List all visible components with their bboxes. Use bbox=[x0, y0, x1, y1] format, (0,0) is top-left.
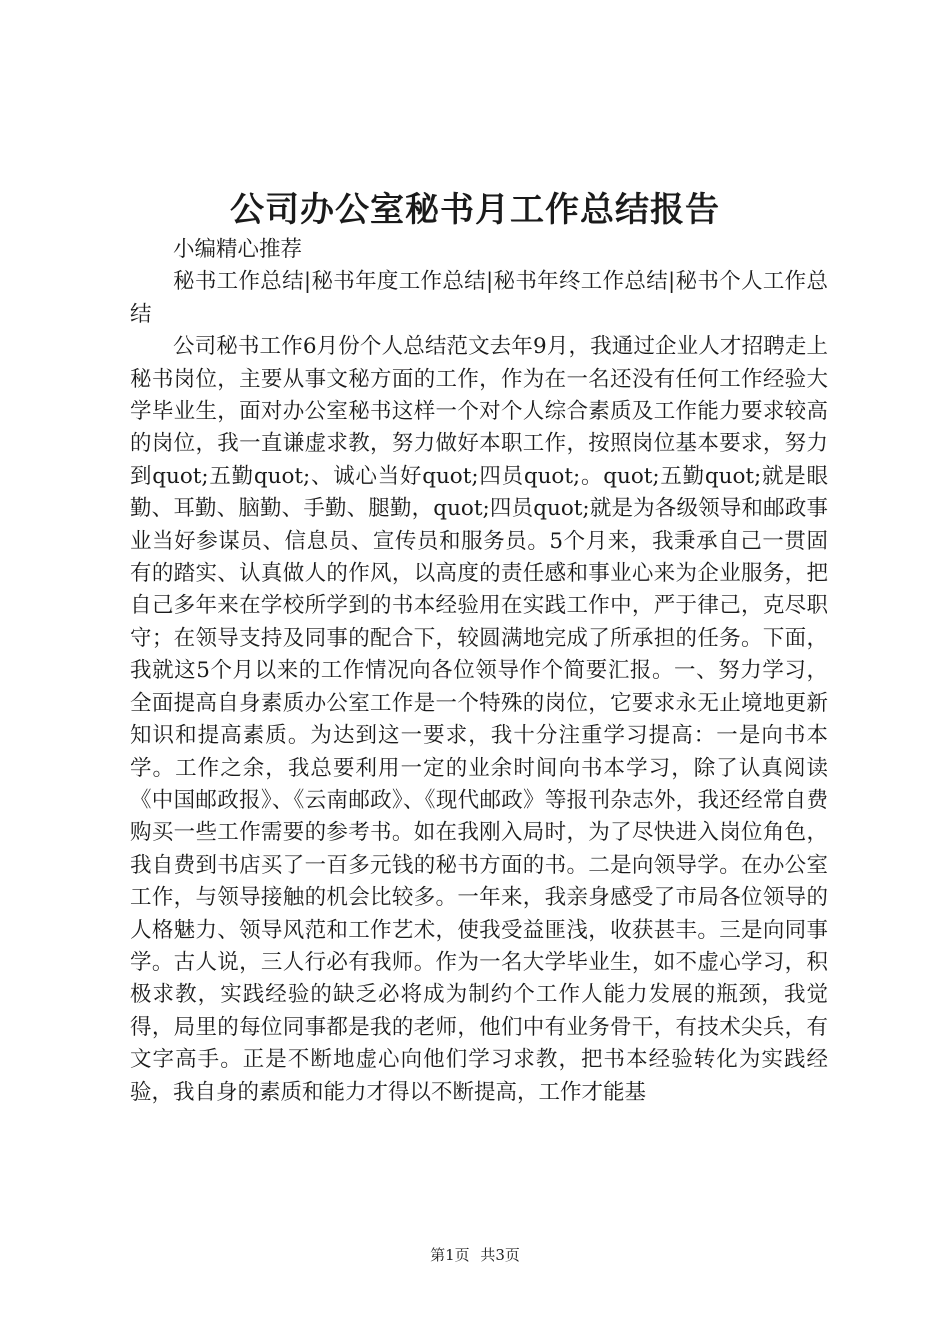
document-title: 公司办公室秘书月工作总结报告 bbox=[230, 190, 720, 230]
related-links: 秘书工作总结|秘书年度工作总结|秘书年终工作总结|秘书个人工作总结 bbox=[130, 269, 828, 327]
page-footer: 第1页 共3页 bbox=[430, 1246, 520, 1264]
recommend-line: 小编精心推荐 bbox=[173, 237, 303, 262]
document-body bbox=[130, 234, 828, 1109]
body-paragraph: 公司秘书工作6月份个人总结范文去年9月，我通过企业人才招聘走上秘书岗位，主要从事文秘方面的工作，作为在一名还没有任何工作经验大学毕业生，面对办公室秘书这样一个对个人综合素质及工作能力要求较高的岗位，我一直谦虚求教，努力做好本职工作，按照岗位基本要求，努力到quot;五勤quot;、诚心当好quot;四员quot;。quot;五勤quot;就是眼勤、耳勤、脑勤、手勤、腿勤，quot;四员quot;就是为各级领导和邮政事业当好参谋员、信息员、宣传员和服务员。5个月来，我秉承自己一贯固有的踏实、认真做人的作风，以高度的责任感和事业心来为企业服务，把自己多年来在学校所学到的书本经验用在实践工作中，严于律己，克尽职守；在领导支持及同事的配合下，较圆满地完成了所承担的任务。下面，我就这5个月以来的工作情况向各位领导作个简要汇报。一、努力学习，全面提高自身素质办公室工作是一个特殊的岗位，它要求永无止境地更新知识和提高素质。为达到这一要求，我十分注重学习提高：一是向书本学。工作之余，我总要利用一定的业余时间向书本学习，除了认真阅读《中国邮政报》、《云南邮政》、《现代邮政》等报刊杂志外，我还经常自费购买一些工作需要的参考书。如在我刚入局时，为了尽快进入岗位角色，我自费到书店买了一百多元钱的秘书方面的书。二是向领导学。在办公室工作，与领导接触的机会比较多。一年来，我亲身感受了市局各位领导的人格魅力、领导风范和工作艺术，使我受益匪浅，收获甚丰。三是向同事学。古人说，三人行必有我师。作为一名大学毕业生，如不虚心学习，积极求教，实践经验的缺乏必将成为制约个工作人能力发展的瓶颈，我觉得，局里的每位同事都是我的老师，他们中有业务骨干，有技术尖兵，有文字高手。正是不断地虚心向他们学习求教，把书本经验转化为实践经验，我自身的素质和能力才得以不断提高，工作才能基 bbox=[130, 334, 828, 1105]
